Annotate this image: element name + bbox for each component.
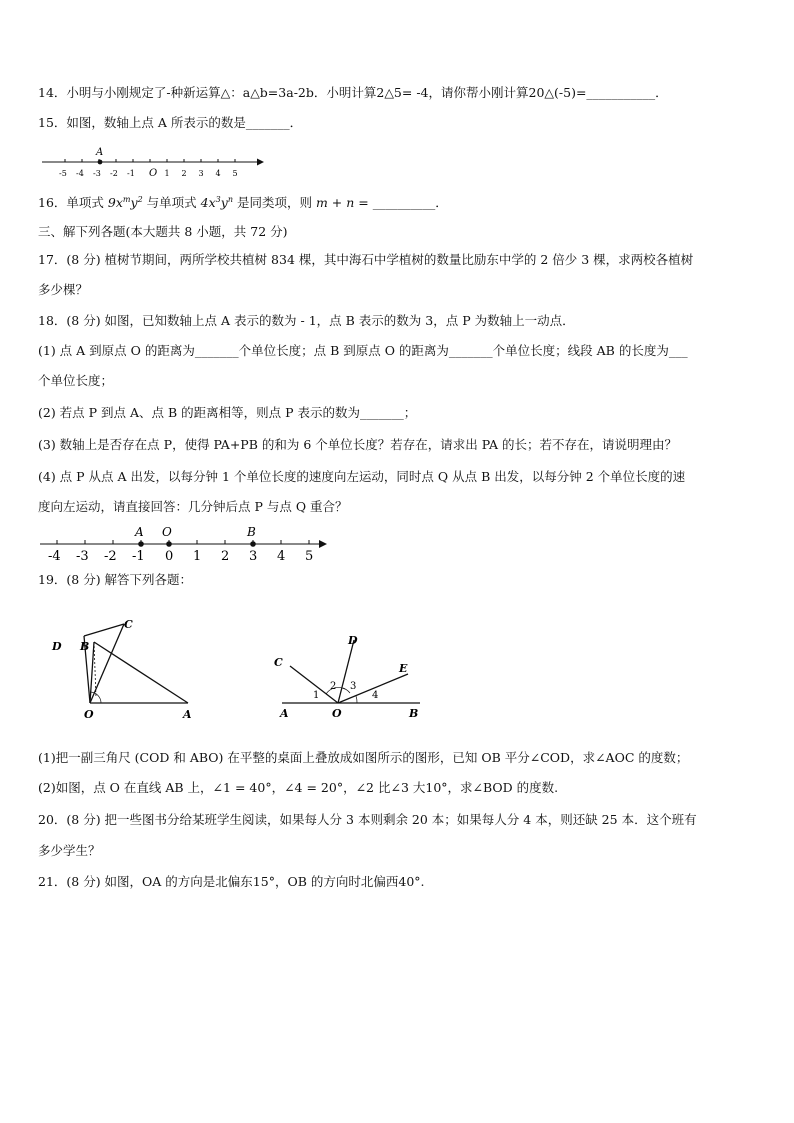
fig2-label-b: B (409, 707, 419, 720)
q18-tick-label: -2 (104, 549, 117, 564)
fig2-angle-4: 4 (372, 690, 379, 701)
question-18-part4a: (4) 点 P 从点 A 出发，以每分钟 1 个单位长度的速度向左运动，同时点 Q 从点 B 出发，以每分钟 2 个单位长度的速 (38, 469, 686, 484)
fig2-angle-3: 3 (350, 681, 357, 692)
question-16 (38, 192, 448, 211)
question-14: 14．小明与小刚规定了-种新运算△：a△b=3a-2b．小明计算2△5= -4，请你帮小刚计算20△(-5)=___________． (38, 85, 668, 100)
q18-number-line (38, 522, 338, 566)
q15-tick-label: -1 (127, 169, 135, 178)
question-17-line2: 多少棵？ (38, 282, 89, 297)
q18-tick-label: -4 (48, 549, 61, 564)
q18-label-o: O (162, 525, 172, 539)
question-15: 15．如图，数轴上点 A 所表示的数是_______． (38, 115, 303, 130)
q18-point-o (166, 541, 172, 547)
fig2-label-e: E (399, 662, 408, 675)
q15-tick-label: -2 (110, 169, 118, 178)
fig2-angle-1: 1 (313, 690, 320, 701)
question-21: 21．(8 分) 如图，OA 的方向是北偏东15°，OB 的方向时北偏西40°. (38, 874, 425, 889)
fig1-label-d: D (52, 640, 62, 653)
question-18-part2: (2) 若点 P 到点 A、点 B 的距离相等，则点 P 表示的数为_______； (38, 405, 417, 420)
fig1-label-a: A (183, 708, 192, 721)
q16-mid: 与单项式 (146, 195, 197, 211)
question-20-line1: 20．(8 分) 把一些图书分给某班学生阅读，如果每人分 3 本则剩余 20 本；如果每人分 4 本，则还缺 25 本．这个班有 (38, 812, 697, 827)
q16-after: 是同类项，则 (236, 195, 312, 211)
question-19: 19．(8 分) 解答下列各题： (38, 572, 193, 587)
q15-label-a: A (96, 147, 104, 158)
fig2-label-a: A (280, 707, 289, 720)
q16-prefix: 16．单项式 (38, 195, 104, 211)
q18-tick-label: 5 (305, 549, 314, 564)
q15-tick-label: -4 (76, 169, 84, 178)
question-18-intro: 18．(8 分) 如图，已知数轴上点 A 表示的数为 - 1，点 B 表示的数为 3，点 P 为数轴上一动点． (38, 313, 575, 328)
question-17-line1: 17．(8 分) 植树节期间，两所学校共植树 834 棵，其中海石中学植树的数量比励东中学的 2 倍少 3 棵，求两校各植树 (38, 252, 694, 267)
q16-expr: m + n = (315, 195, 369, 211)
question-18-part4b: 度向左运动，请直接回答：几分钟后点 P 与点 Q 重合？ (38, 499, 348, 514)
q15-tick-label: 2 (181, 169, 187, 178)
q18-tick-label: -3 (76, 549, 89, 564)
fig2-label-c: C (274, 656, 283, 669)
q15-number-line (38, 142, 278, 178)
q15-tick-label: 4 (215, 169, 221, 178)
question-18-part1b: 个单位长度； (38, 373, 114, 388)
fig2-label-d: D (348, 634, 358, 647)
q15-point-a (98, 160, 103, 165)
question-19-sub2: (2)如图，点 O 在直线 AB 上，∠1 = 40°，∠4 = 20°，∠2 比∠3 大10°，求∠BOD 的度数. (38, 780, 559, 795)
q15-tick-label: -5 (59, 169, 67, 178)
q18-tick-label: 0 (165, 549, 174, 564)
q15-tick-label: -3 (93, 169, 101, 178)
q15-label-o: O (149, 168, 158, 178)
q16-blank: __________． (372, 195, 448, 211)
question-19-sub1: (1)把一副三角尺 (COD 和 ABO) 在平整的桌面上叠放成如图所示的图形，已知 OB 平分∠COD，求∠AOC 的度数； (38, 750, 689, 765)
q16-monomial-1: $9x^my^2$ (107, 195, 143, 211)
q18-label-a: A (135, 525, 144, 539)
q18-point-a (138, 541, 144, 547)
q15-tick-label: 1 (164, 169, 170, 178)
fig2-angle-2: 2 (330, 681, 337, 692)
q18-tick-label: 4 (277, 549, 286, 564)
q15-tick-label: 5 (232, 169, 238, 178)
q18-point-b (250, 541, 256, 547)
q18-tick-label: 2 (221, 549, 230, 564)
question-18-part3: (3) 数轴上是否存在点 P，使得 PA+PB 的和为 6 个单位长度？若存在，请求出 PA 的长；若不存在，请说明理由？ (38, 437, 678, 452)
section-3-heading: 三、解下列各题(本大题共 8 小题，共 72 分) (38, 224, 288, 239)
q16-monomial-2: $4x^3y^n$ (200, 195, 233, 211)
fig2-label-o: O (332, 707, 342, 720)
fig1-label-b: B (80, 640, 90, 653)
fig1-label-c: C (124, 618, 133, 631)
q18-tick-label: 1 (193, 549, 202, 564)
question-18-part1a: (1) 点 A 到原点 O 的距离为_______个单位长度；点 B 到原点 O 的距离为_______个单位长度；线段 AB 的长度为___ (38, 343, 688, 358)
q19-figure-1 (38, 608, 208, 723)
q18-tick-label: 3 (249, 549, 258, 564)
q18-tick-label: -1 (132, 549, 145, 564)
fig1-label-o: O (84, 708, 94, 721)
q18-label-b: B (247, 525, 256, 539)
question-20-line2: 多少学生？ (38, 843, 101, 858)
q15-tick-label: 3 (198, 169, 204, 178)
q19-figure-2 (272, 628, 432, 723)
